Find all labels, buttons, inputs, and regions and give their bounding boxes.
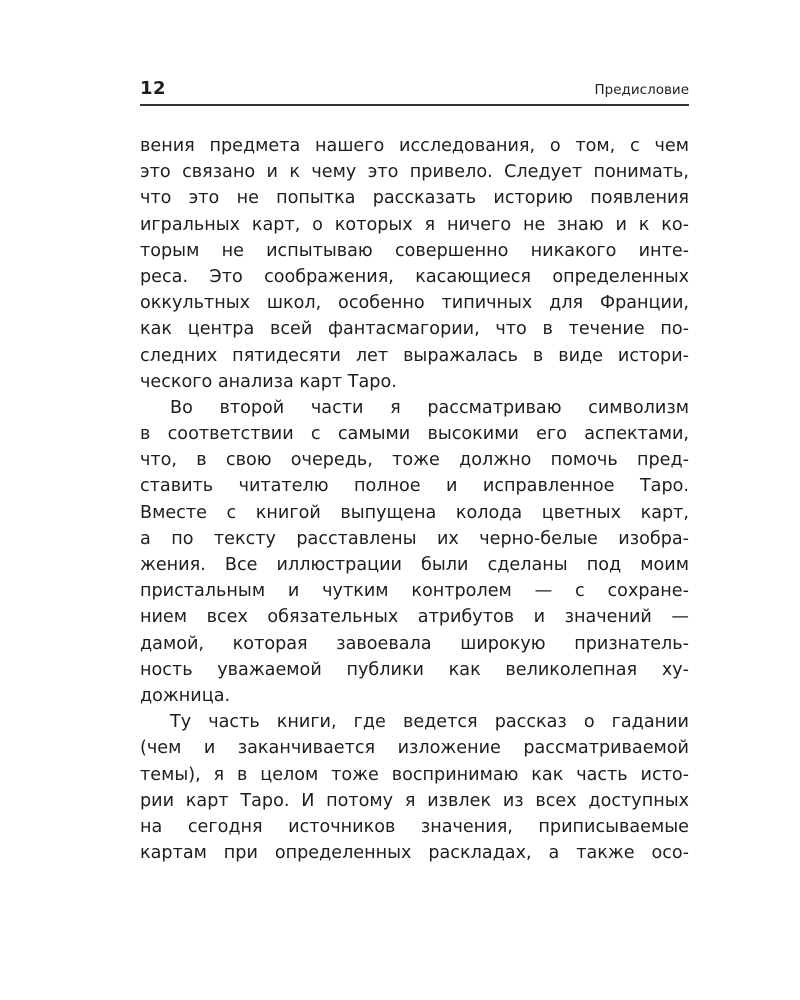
text-line: ность уважаемой публики как великолепная ху- xyxy=(140,659,689,680)
paragraph-3 xyxy=(140,709,689,866)
text-line: Вместе с книгой выпущена колода цветных карт, xyxy=(140,502,689,523)
text-line: нием всех обязательных атрибутов и значений — xyxy=(140,607,689,628)
text-line: (чем и заканчивается изложение рассматриваемой xyxy=(140,738,689,759)
text-line: это связано и к чему это привело. Следует понимать, xyxy=(140,162,689,183)
text-line: оккультных школ, особенно типичных для Франции, xyxy=(140,293,689,314)
text-line: вения предмета нашего исследования, о том, с чем xyxy=(140,136,689,156)
text-line: игральных карт, о которых я ничего не знаю и к ко- xyxy=(140,214,689,235)
paragraph-1 xyxy=(140,133,689,395)
text-line: рии карт Таро. И потому я извлек из всех доступных xyxy=(140,790,689,811)
page-number: 12 xyxy=(140,78,167,99)
text-line: картам при определенных раскладах, а также осо- xyxy=(140,843,689,864)
paragraph-2 xyxy=(140,395,689,709)
body-text xyxy=(140,133,689,866)
text-line: ческого анализа карт Таро. xyxy=(140,371,397,392)
text-line: дамой, которая завоевала широкую признатель- xyxy=(140,633,689,654)
text-line: в соответствии с самыми высокими его аспектами, xyxy=(140,424,689,445)
text-line: дожница. xyxy=(140,685,231,706)
text-line: жения. Все иллюстрации были сделаны под моим xyxy=(140,555,689,575)
text-line: как центра всей фантасмагории, что в течение по- xyxy=(140,319,689,340)
text-line: что это не попытка рассказать историю появления xyxy=(140,188,689,209)
text-line: торым не испытываю совершенно никакого инте- xyxy=(140,240,689,261)
text-line: следних пятидесяти лет выражалась в виде истори- xyxy=(140,345,689,366)
text-line: что, в свою очередь, тоже должно помочь пред- xyxy=(140,450,689,471)
running-head: Предисловие xyxy=(594,82,689,98)
text-line: на сегодня источников значения, приписываемые xyxy=(140,816,689,837)
text-line: темы), я в целом тоже воспринимаю как часть исто- xyxy=(140,764,689,785)
text-line: а по тексту расставлены их черно-белые изобра- xyxy=(140,528,689,549)
text-line: Ту часть книги, где ведется рассказ о гадании xyxy=(170,712,689,733)
text-line: Во второй части я рассматриваю символизм xyxy=(170,397,689,418)
page-header xyxy=(140,76,689,106)
text-line: пристальным и чутким контролем — с сохране- xyxy=(140,581,689,602)
text-line: реса. Это соображения, касающиеся определенных xyxy=(140,266,689,287)
text-line: ставить читателю полное и исправленное Таро. xyxy=(140,476,689,497)
